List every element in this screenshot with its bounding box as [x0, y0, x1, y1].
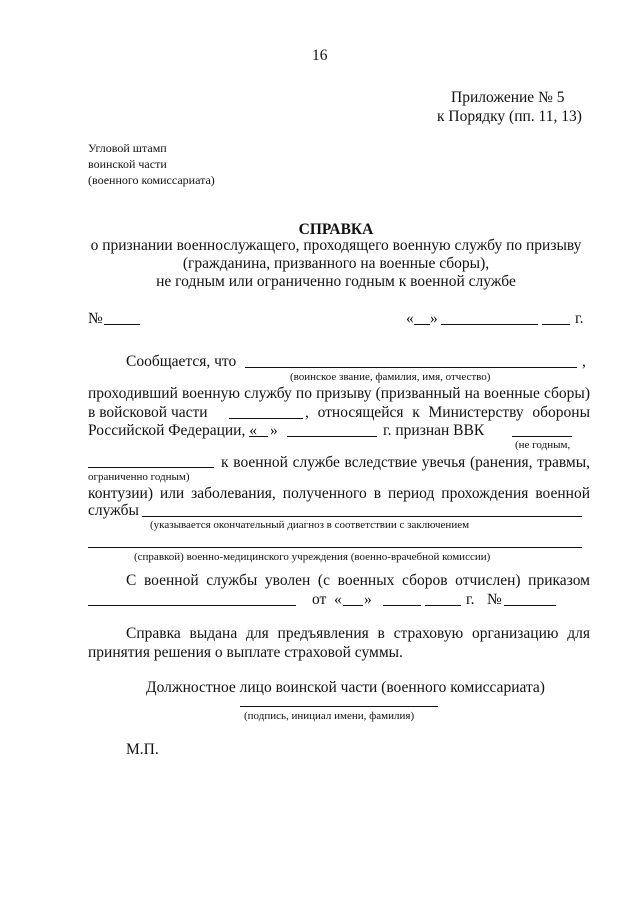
due-to-injury-text: к военной службе вследствие увечья (ранения, травмы, [221, 454, 590, 471]
order-from-label: от [312, 591, 327, 608]
hint-signature: (подпись, инициал имени, фамилия) [244, 710, 415, 722]
stamp-line-1: Угловой штамп [88, 141, 167, 155]
diagnosis-blank-1 [142, 516, 582, 517]
diagnosis-blank-2 [88, 547, 582, 548]
document-heading: СПРАВКА [298, 221, 374, 238]
reported-label: Сообщается, что [126, 353, 237, 370]
order-close-quote: » [364, 591, 372, 608]
order-month-blank [383, 605, 421, 606]
document-subtitle-3: не годным или ограниченно годным к военной службе [156, 273, 516, 290]
appendix-subtitle: к Порядку (пп. 11, 13) [437, 108, 582, 125]
page-number: 16 [312, 47, 328, 64]
recognized-vvk-text: г. признан ВВК [383, 422, 485, 439]
hint-not-fit: (не годным, [515, 439, 571, 451]
vvk-close-quote: » [270, 422, 278, 439]
document-subtitle-1: о признании военнослужащего, проходящего военную службу по призыву [90, 237, 582, 254]
fitness-blank [88, 467, 214, 468]
appendix-title: Приложение № 5 [451, 89, 565, 106]
hint-limited-fit: ограниченно годным) [88, 471, 190, 483]
date-year-blank [542, 324, 570, 325]
belongs-ministry-text: , относящейся к Министерству обороны [305, 404, 590, 421]
dismissed-line: С военной службы уволен (с военных сборов отчислен) приказом [126, 572, 590, 589]
document-subtitle-2: (гражданина, призванного на военные сборы), [182, 255, 490, 272]
in-unit-label: в войсковой части [88, 404, 208, 421]
order-number-label: № [487, 591, 502, 608]
number-blank [104, 324, 140, 325]
full-name-blank [245, 367, 577, 368]
hint-certificate: (справкой) военно-медицинского учреждения (военно-врачебной комиссии) [134, 551, 491, 563]
name-comma: , [582, 353, 586, 370]
hint-rank-name: (воинское звание, фамилия, имя, отчество) [290, 371, 491, 383]
stamp-line-3: (военного комиссариата) [88, 173, 215, 187]
date-open-quote: « [406, 310, 414, 327]
unit-number-blank [229, 418, 303, 419]
date-close-quote: » [430, 310, 438, 327]
order-open-quote: « [334, 591, 342, 608]
order-year-blank [425, 605, 461, 606]
stamp-line-2: воинской части [88, 157, 167, 171]
order-day-blank [343, 605, 363, 606]
stamp-place-label: М.П. [126, 741, 159, 758]
issued-purpose-line-2: принятия решения о выплате страховой суммы. [88, 644, 403, 661]
signature-blank [240, 706, 438, 707]
order-number-blank [504, 605, 556, 606]
passed-service-line: проходивший военную службу по призыву (призванный на военные сборы) [88, 385, 590, 402]
hint-diagnosis: (указывается окончательный диагноз в соответствии с заключением [150, 519, 470, 531]
order-year-suffix: г. [466, 591, 475, 608]
russian-federation-label: Российской Федерации, « [88, 422, 257, 439]
date-day-blank [414, 324, 430, 325]
vvk-extra-blank [512, 436, 572, 437]
issued-purpose-line-1: Справка выдана для предъявления в страховую организацию для [126, 625, 590, 642]
order-issuer-blank [88, 605, 296, 606]
vvk-day-blank [249, 436, 268, 437]
service-word: службы [88, 502, 139, 519]
number-label: № [88, 310, 103, 327]
contusion-line: контузии) или заболевания, полученного в период прохождения военной [88, 485, 590, 502]
year-suffix: г. [575, 310, 584, 327]
official-title: Должностное лицо воинской части (военного комиссариата) [146, 679, 545, 696]
vvk-month-blank [287, 436, 377, 437]
date-month-blank [441, 324, 538, 325]
